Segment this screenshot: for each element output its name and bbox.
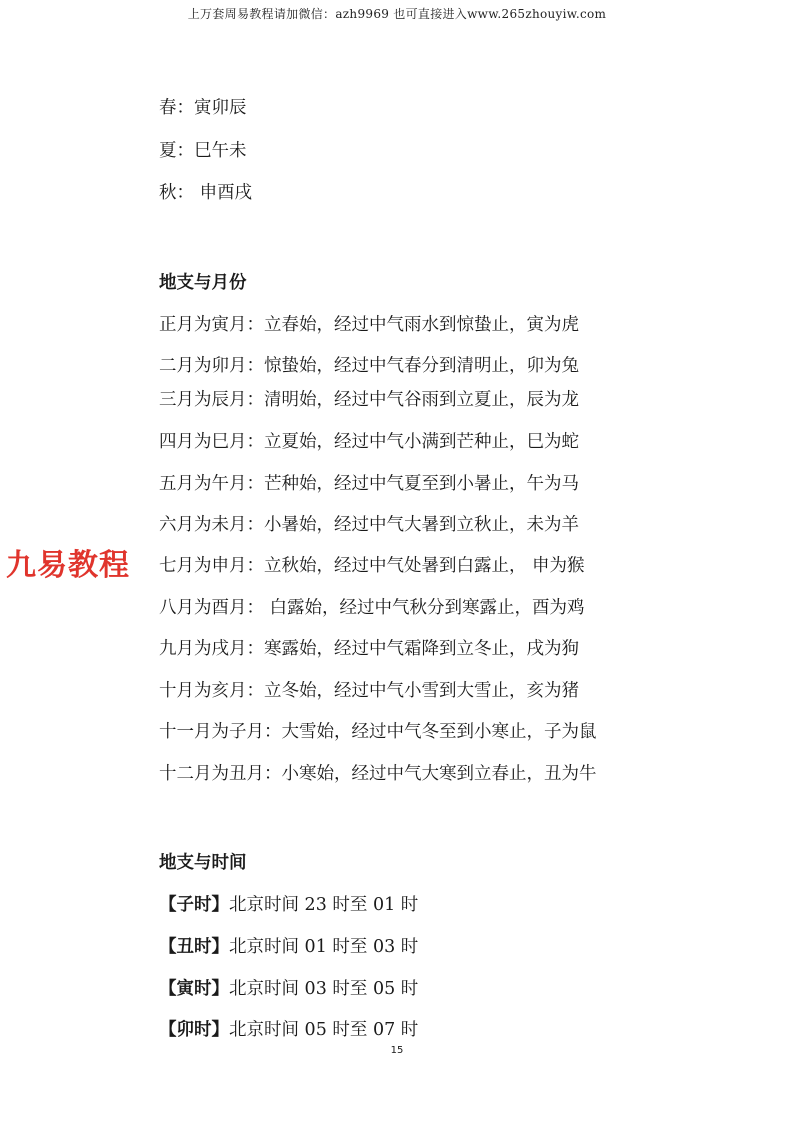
watermark-logo: 九易教程 bbox=[6, 548, 130, 583]
time-text: 北京时间 05 时至 07 时 bbox=[229, 1020, 419, 1040]
times-heading: 地支与时间 bbox=[159, 853, 247, 873]
month-item: 十二月为丑月：小寒始，经过中气大寒到立春止，丑为牛 bbox=[159, 764, 597, 784]
month-item: 二月为卯月：惊蛰始，经过中气春分到清明止，卯为兔 bbox=[159, 356, 579, 376]
month-item: 十一月为子月：大雪始，经过中气冬至到小寒止，子为鼠 bbox=[159, 722, 597, 742]
page-number: 15 bbox=[390, 1045, 404, 1056]
time-item bbox=[159, 933, 418, 958]
month-item: 八月为酉月： 白露始，经过中气秋分到寒露止，酉为鸡 bbox=[159, 598, 585, 618]
month-item: 九月为戌月：寒露始，经过中气霜降到立冬止，戌为狗 bbox=[159, 639, 579, 659]
season-autumn: 秋： 申酉戌 bbox=[159, 183, 253, 203]
time-text: 北京时间 01 时至 03 时 bbox=[229, 937, 419, 957]
time-label: 【卯时】 bbox=[159, 1020, 229, 1040]
season-spring: 春：寅卯辰 bbox=[159, 98, 247, 118]
season-summer: 夏：巳午未 bbox=[159, 141, 247, 161]
time-text: 北京时间 23 时至 01 时 bbox=[229, 895, 419, 915]
time-item bbox=[159, 891, 418, 916]
page-header: 上万套周易教程请加微信：azh9969 也可直接进入www.265zhouyiw.com bbox=[187, 7, 607, 21]
months-heading: 地支与月份 bbox=[159, 273, 247, 293]
month-item: 七月为申月：立秋始，经过中气处暑到白露止， 申为猴 bbox=[159, 556, 585, 576]
month-item: 正月为寅月：立春始，经过中气雨水到惊蛰止，寅为虎 bbox=[159, 315, 579, 335]
month-item: 三月为辰月：清明始，经过中气谷雨到立夏止，辰为龙 bbox=[159, 390, 579, 410]
month-item: 十月为亥月：立冬始，经过中气小雪到大雪止，亥为猪 bbox=[159, 681, 579, 701]
time-label: 【丑时】 bbox=[159, 937, 229, 957]
time-label: 【寅时】 bbox=[159, 979, 229, 999]
month-item: 五月为午月：芒种始，经过中气夏至到小暑止，午为马 bbox=[159, 474, 579, 494]
time-item bbox=[159, 975, 418, 1000]
month-item: 四月为巳月：立夏始，经过中气小满到芒种止，巳为蛇 bbox=[159, 432, 579, 452]
time-label: 【子时】 bbox=[159, 895, 229, 915]
time-text: 北京时间 03 时至 05 时 bbox=[229, 979, 419, 999]
month-item: 六月为未月：小暑始，经过中气大暑到立秋止，未为羊 bbox=[159, 515, 579, 535]
time-item bbox=[159, 1016, 418, 1041]
